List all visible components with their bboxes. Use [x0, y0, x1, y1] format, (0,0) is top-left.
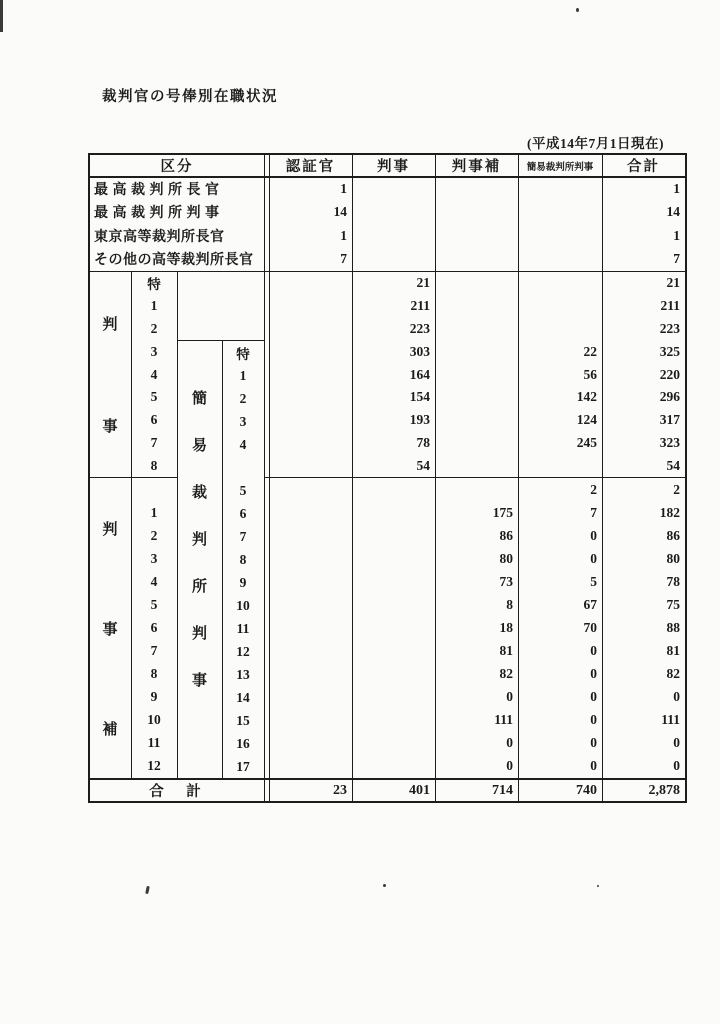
cell-value: 所 [191, 579, 207, 595]
cell-value: 0 [590, 735, 597, 751]
divider-category-double-a [264, 153, 265, 803]
divider-category-double-b [269, 153, 270, 803]
cell-value: 2 [239, 390, 247, 406]
cell-value: 78 [416, 434, 430, 450]
cell-value: 12 [236, 644, 250, 660]
divider-judge-assistant [435, 153, 436, 803]
cell-value: 0 [590, 712, 597, 728]
cell-value: 0 [673, 689, 680, 705]
cell-value: 67 [583, 596, 597, 612]
cell-value: 175 [492, 504, 513, 520]
cell-value: 211 [410, 298, 430, 314]
table-border-judge-assistant-right [265, 477, 687, 478]
cell-value: 80 [499, 550, 513, 566]
header-summary-court-judge: 簡易裁判所判事 [526, 162, 594, 173]
header-category: 区分 [160, 159, 194, 175]
scan-speck-mid [383, 884, 386, 887]
divider-grade-summarystrip [177, 271, 178, 778]
cell-value: 事 [191, 673, 207, 689]
cell-value: 111 [494, 712, 513, 728]
cell-value: 296 [659, 389, 680, 405]
table-border-under-top-section [89, 271, 687, 273]
header-judge: 判事 [377, 159, 410, 175]
cell-value: 判 [191, 532, 207, 548]
cell-value: 補 [102, 721, 118, 738]
top-section-total-values [602, 177, 685, 271]
cell-value: 0 [590, 527, 597, 543]
cell-value: 13 [236, 667, 250, 683]
cell-value: 78 [666, 573, 680, 589]
scan-speck-top [576, 8, 579, 12]
divider-summarystrip-grade [222, 340, 223, 778]
cell-value: 220 [659, 366, 680, 382]
cell-value: 事 [102, 621, 118, 638]
cell-value: 3 [239, 413, 247, 429]
cell-value: 1 [150, 504, 158, 520]
total-judge: 401 [409, 782, 430, 798]
cell-value: 1 [673, 227, 680, 243]
cell-value: 0 [590, 689, 597, 705]
cell-value: 1 [239, 367, 247, 383]
cell-value: 6 [150, 412, 158, 428]
judge-total-column [602, 272, 685, 477]
cell-value: 2 [150, 527, 158, 543]
cell-value: 15 [236, 713, 250, 729]
cell-value: 事 [102, 419, 118, 436]
cell-value: 7 [239, 528, 247, 544]
cell-value [435, 478, 518, 501]
cell-value: その他の高等裁判所長官 [94, 253, 254, 269]
cell-value: 54 [416, 457, 430, 473]
cell-value: 16 [236, 736, 250, 752]
header-certified-officials: 認証官 [285, 159, 336, 175]
cell-value: 54 [666, 457, 680, 473]
cell-value: 0 [590, 758, 597, 774]
cell-value: 21 [666, 275, 680, 291]
cell-value: 8 [239, 551, 247, 567]
table-border-right [685, 153, 687, 803]
assistant-count-column [435, 478, 518, 778]
table-border-under-header [89, 176, 687, 178]
header-assistant-judge: 判事補 [451, 159, 502, 175]
cell-value: 2 [150, 320, 158, 336]
cell-value: 317 [659, 412, 680, 428]
judge-count-column [352, 272, 435, 477]
cell-value: 245 [576, 434, 597, 450]
cell-value: 0 [590, 666, 597, 682]
cell-value: 154 [409, 389, 430, 405]
table-border-left [88, 153, 90, 803]
cell-value: 124 [576, 412, 597, 428]
cell-value: 8 [150, 457, 158, 473]
cell-value: 裁 [191, 485, 207, 501]
cell-value: 80 [666, 550, 680, 566]
cell-value: 325 [659, 343, 680, 359]
cell-value [222, 456, 264, 479]
cell-value: 303 [409, 343, 430, 359]
cell-value: 5 [590, 573, 597, 589]
cell-value: 0 [506, 735, 513, 751]
cell-value: 73 [499, 573, 513, 589]
cell-value [131, 478, 177, 501]
cell-value: 特 [236, 346, 250, 362]
divider-assistant-summary [518, 153, 519, 803]
cell-value: 211 [660, 298, 680, 314]
cell-value: 223 [659, 320, 680, 336]
total-grand: 2,878 [648, 782, 680, 798]
cell-value: 75 [666, 596, 680, 612]
assistant-grade-column [131, 478, 177, 778]
cell-value: 4 [150, 366, 158, 382]
cell-value: 5 [150, 389, 158, 405]
cell-value: 82 [666, 666, 680, 682]
cell-value: 7 [590, 504, 597, 520]
cell-value: 17 [236, 759, 250, 775]
cell-value: 8 [150, 666, 158, 682]
cell-value: 1 [340, 180, 347, 196]
cell-value: 3 [150, 343, 158, 359]
scan-edge-mark [0, 0, 3, 32]
page-title: 裁判官の号俸別在職状況 [102, 89, 278, 105]
cell-value: 9 [239, 574, 247, 590]
table-border-judge-assistant-left [89, 477, 177, 478]
total-summary-court-judge: 740 [576, 782, 597, 798]
cell-value: 6 [239, 505, 247, 521]
cell-value: 0 [590, 643, 597, 659]
scan-speck-right [597, 885, 599, 887]
cell-value: 2 [673, 481, 680, 497]
cell-value [518, 272, 602, 295]
total-certified: 23 [333, 782, 347, 798]
cell-value: 6 [150, 620, 158, 635]
divider-group-grade [131, 271, 132, 778]
cell-value: 9 [150, 689, 158, 705]
cell-value: 7 [150, 643, 158, 659]
summary-court-judge-vertical-label [177, 341, 222, 779]
cell-value: 21 [416, 275, 430, 291]
cell-value: 簡 [191, 391, 207, 407]
divider-certified-judge [352, 153, 353, 803]
cell-value: 5 [150, 596, 158, 612]
cell-value: 193 [409, 412, 430, 428]
cell-value: 81 [499, 643, 513, 659]
cell-value: 14 [666, 204, 680, 220]
top-section-certified-values [269, 177, 352, 271]
cell-value: 7 [150, 434, 158, 450]
cell-value: 0 [590, 550, 597, 566]
cell-value: 7 [673, 251, 680, 267]
total-row-label: 合 計 [149, 784, 205, 800]
cell-value [518, 454, 602, 477]
divider-summary-total [602, 153, 603, 803]
cell-value: 14 [333, 204, 347, 220]
cell-value: 最 高 裁 判 所 判 事 [94, 206, 220, 222]
cell-value: 0 [673, 758, 680, 774]
cell-value: 111 [661, 712, 680, 728]
cell-value: 易 [191, 438, 207, 454]
cell-value: 1 [340, 227, 347, 243]
cell-value: 182 [659, 504, 680, 520]
cell-value: 3 [150, 550, 158, 566]
cell-value: 1 [673, 180, 680, 196]
cell-value [518, 318, 602, 341]
cell-value: 特 [147, 277, 161, 293]
assistant-summary-court-column [518, 478, 602, 778]
cell-value: 70 [583, 620, 597, 635]
cell-value: 323 [659, 434, 680, 450]
cell-value: 7 [340, 251, 347, 267]
table-border-above-total [89, 778, 687, 781]
cell-value: 14 [236, 690, 250, 706]
cell-value: 12 [147, 758, 161, 774]
cell-value: 最 高 裁 判 所 長 官 [94, 182, 220, 198]
cell-value: 東京高等裁判所長官 [94, 229, 225, 245]
table-border-bottom [89, 801, 687, 803]
cell-value: 判 [102, 316, 118, 333]
cell-value: 判 [191, 626, 207, 642]
cell-value: 81 [666, 643, 680, 659]
table-border-top [89, 153, 687, 155]
cell-value: 86 [499, 527, 513, 543]
top-section-labels [90, 177, 264, 271]
cell-value: 142 [576, 389, 597, 405]
cell-value: 223 [409, 320, 430, 336]
cell-value: 8 [506, 596, 513, 612]
cell-value: 82 [499, 666, 513, 682]
table-border-blankcell-bottom [177, 340, 265, 341]
cell-value: 18 [499, 620, 513, 635]
cell-value: 4 [150, 573, 158, 589]
cell-value: 164 [409, 366, 430, 382]
cell-value: 86 [666, 527, 680, 543]
judge-grade-column [131, 272, 177, 477]
cell-value: 1 [150, 298, 158, 314]
header-total: 合計 [627, 159, 660, 175]
judge-group-label [89, 272, 131, 477]
cell-value: 0 [506, 758, 513, 774]
assistant-total-column [602, 478, 685, 778]
cell-value: 0 [506, 689, 513, 705]
assistant-judge-group-label [89, 478, 131, 778]
cell-value: 2 [590, 481, 597, 497]
cell-value: 22 [583, 343, 597, 359]
summary-court-grade-column [222, 341, 264, 779]
cell-value [518, 295, 602, 318]
cell-value: 4 [239, 436, 247, 452]
cell-value: 56 [583, 366, 597, 382]
cell-value: 10 [236, 598, 250, 614]
cell-value: 5 [239, 482, 247, 498]
judge-summary-court-column [518, 272, 602, 477]
cell-value: 88 [666, 620, 680, 635]
cell-value: 0 [673, 735, 680, 751]
cell-value: 11 [236, 621, 250, 637]
cell-value: 判 [102, 521, 118, 538]
date-note: (平成14年7月1日現在) [527, 136, 664, 151]
cell-value: 10 [147, 712, 161, 728]
total-assistant-judge: 714 [492, 782, 513, 798]
cell-value: 11 [147, 735, 161, 751]
